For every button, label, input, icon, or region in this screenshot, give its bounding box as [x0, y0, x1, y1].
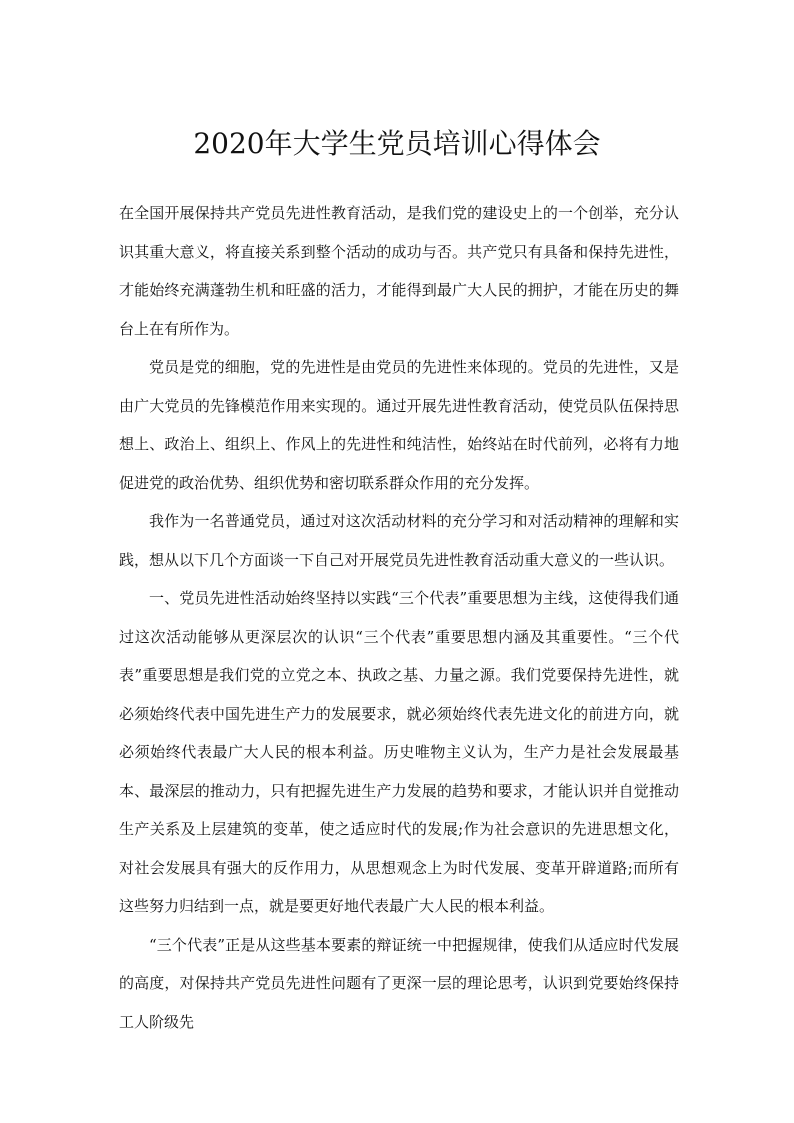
paragraph-2: 党员是党的细胞，党的先进性是由党员的先进性来体现的。党员的先进性，又是由广大党员的先锋模范作用来实现的。通过开展先进性教育活动，使党员队伍保持思想上、政治上、组织上、作风上的先进性和纯洁性，始终站在时代前列，必将有力地促进党的政治优势、组织优势和密切联系群众作用的充分发挥。	[119, 358, 679, 492]
paragraph-4: 一、党员先进性活动始终坚持以实践“三个代表”重要思想为主线，这使得我们通过这次活动能够从更深层次的认识“三个代表”重要思想内涵及其重要性。“三个代表”重要思想是我们党的立党之本、执政之基、力量之源。我们党要保持先进性，就必须始终代表中国先进生产力的发展要求，就必须始终代表先进文化的前进方向，就必须始终代表最广大人民的根本利益。历史唯物主义认为，生产力是社会发展最基本、最深层的推动力，只有把握先进生产力发展的趋势和要求，才能认识并自觉推动生产关系及上层建筑的变革，使之适应时代的发展;作为社会意识的先进思想文化，对社会发展具有强大的反作用力，从思想观念上为时代发展、变革开辟道路;而所有这些努力归结到一点，就是要更好地代表最广大人民的根本利益。	[119, 589, 679, 915]
document-title: 2020年大学生党员培训心得体会	[193, 127, 601, 160]
document-body	[119, 194, 679, 1041]
paragraph-3: 我作为一名普通党员，通过对这次活动材料的充分学习和对活动精神的理解和实践，想从以下几个方面谈一下自己对开展党员先进性教育活动重大意义的一些认识。	[119, 512, 679, 569]
paragraph-1: 在全国开展保持共产党员先进性教育活动，是我们党的建设史上的一个创举，充分认识其重大意义，将直接关系到整个活动的成功与否。共产党只有具备和保持先进性，才能始终充满蓬勃生机和旺盛的活力，才能得到最广大人民的拥护，才能在历史的舞台上在有所作为。	[119, 204, 679, 338]
paragraph-5: “三个代表”正是从这些基本要素的辩证统一中把握规律，使我们从适应时代发展的高度，对保持共产党员先进性问题有了更深一层的理论思考，认识到党要始终保持工人阶级先	[119, 935, 679, 1031]
